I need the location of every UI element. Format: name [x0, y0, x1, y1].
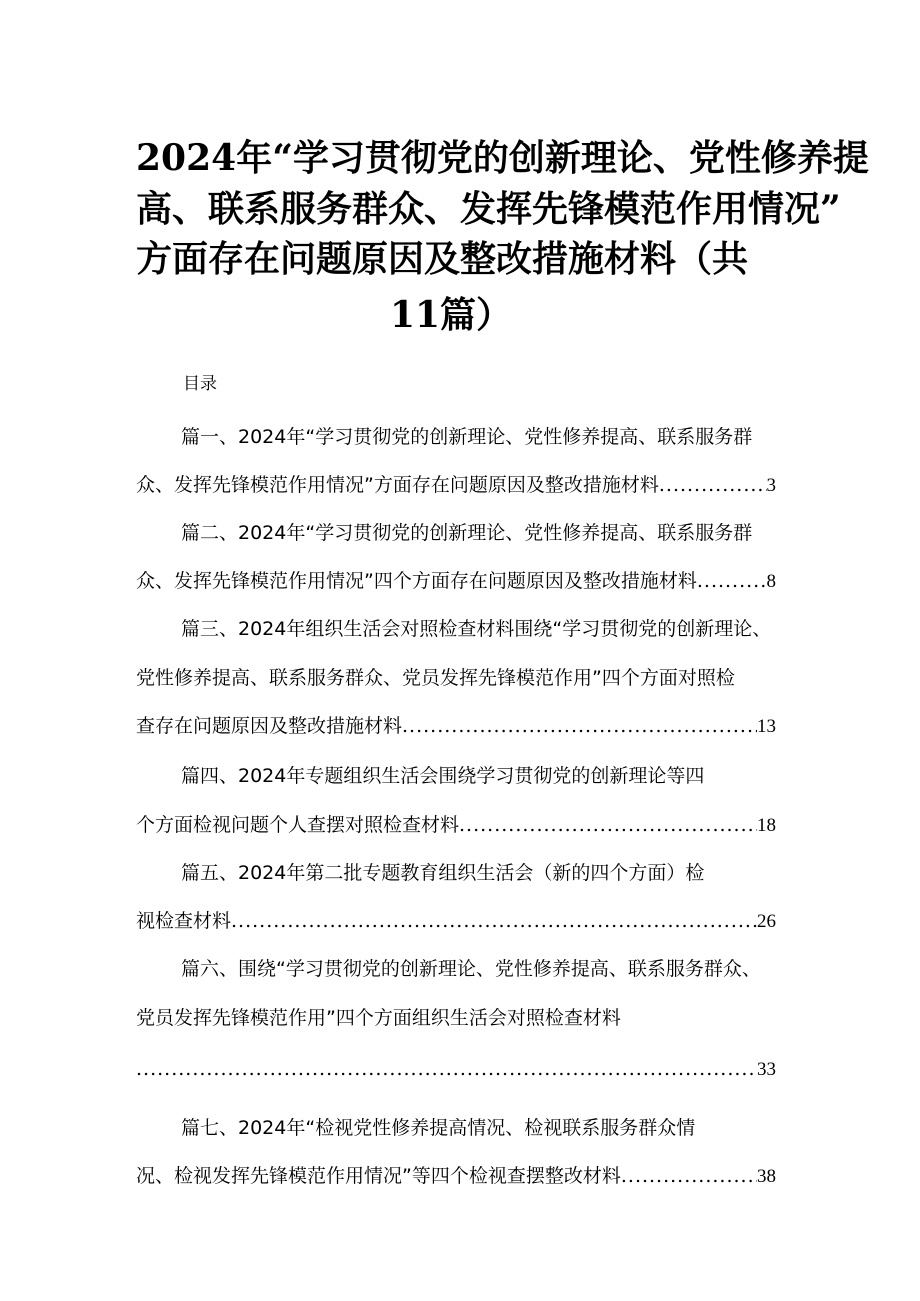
document-title-line-3: 方面存在问题原因及整改措施材料（共: [136, 238, 749, 280]
toc-entry-6-leader: [136, 1055, 757, 1083]
toc-heading: 目录: [183, 374, 217, 394]
toc-entry-4-leader: [459, 811, 757, 839]
document-title-line-2: 高、联系服务群众、发挥先锋模范作用情况”: [136, 188, 841, 230]
toc-entry-3-line-1[interactable]: 篇三、2024年组织生活会对照检查材料围绕“学习贯彻党的创新理论、: [181, 618, 772, 640]
toc-entry-4-text: 个方面检视问题个人查摆对照检查材料: [136, 814, 460, 836]
toc-entry-4-page: 18: [757, 815, 776, 836]
toc-entry-2-line-1[interactable]: 篇二、2024年“学习贯彻党的创新理论、党性修养提高、联系服务群: [181, 522, 753, 544]
toc-entry-3-leader: [402, 712, 757, 740]
document-title-line-4: [0, 290, 920, 341]
toc-entry-4-last-line[interactable]: [136, 811, 776, 839]
toc-entry-1-text: 众、发挥先锋模范作用情况”方面存在问题原因及整改措施材料: [136, 474, 659, 496]
toc-entry-2-leader: [697, 567, 767, 595]
toc-entry-7-line-1[interactable]: 篇七、2024年“检视党性修养提高情况、检视联系服务群众情: [181, 1117, 696, 1139]
toc-entry-6-line-1[interactable]: 篇六、围绕“学习贯彻党的创新理论、党性修养提高、联系服务群众、: [181, 958, 761, 980]
toc-entry-7-text: 况、检视发挥先锋模范作用情况”等四个检视查摆整改材料: [136, 1165, 621, 1187]
document-title-line-4-text: 11篇）: [389, 294, 513, 336]
toc-entry-2-last-line[interactable]: [136, 567, 776, 595]
toc-entry-2-page: 8: [766, 571, 776, 592]
toc-entry-1-leader: [659, 471, 767, 499]
toc-entry-7-leader: [621, 1162, 757, 1190]
toc-entry-3-text: 查存在问题原因及整改措施材料: [136, 715, 403, 737]
toc-entry-5-line-1[interactable]: 篇五、2024年第二批专题教育组织生活会（新的四个方面）检: [181, 862, 705, 884]
toc-entry-5-page: 26: [757, 911, 776, 932]
toc-entry-1-line-1[interactable]: 篇一、2024年“学习贯彻党的创新理论、党性修养提高、联系服务群: [181, 426, 753, 448]
toc-entry-3-page: 13: [757, 716, 776, 737]
toc-entry-6-last-line[interactable]: [136, 1055, 776, 1083]
toc-entry-6-line-2[interactable]: 党员发挥先锋模范作用”四个方面组织生活会对照检查材料: [136, 1007, 621, 1029]
toc-entry-5-last-line[interactable]: [136, 907, 776, 935]
toc-entry-1-page: 3: [766, 475, 776, 496]
toc-entry-2-text: 众、发挥先锋模范作用情况”四个方面存在问题原因及整改措施材料: [136, 570, 697, 592]
toc-entry-6-page: 33: [757, 1059, 776, 1080]
toc-entry-3-line-2[interactable]: 党性修养提高、联系服务群众、党员发挥先锋模范作用”四个方面对照检: [136, 667, 735, 689]
toc-entry-5-text: 视检查材料: [136, 910, 232, 932]
toc-entry-7-page: 38: [757, 1166, 776, 1187]
toc-entry-4-line-1[interactable]: 篇四、2024年专题组织生活会围绕学习贯彻党的创新理论等四: [181, 765, 705, 787]
toc-entry-5-leader: [231, 907, 757, 935]
toc-entry-3-last-line[interactable]: [136, 712, 776, 740]
toc-entry-7-last-line[interactable]: [136, 1162, 776, 1190]
toc-entry-1-last-line[interactable]: [136, 471, 776, 499]
document-title-line-1: 2024年“学习贯彻党的创新理论、党性修养提: [136, 137, 869, 179]
